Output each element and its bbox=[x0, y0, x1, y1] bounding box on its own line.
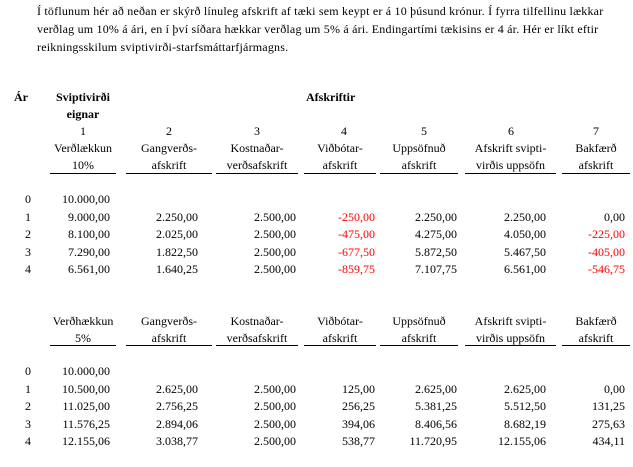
table-cell: 11.576,25 bbox=[62, 416, 110, 431]
table-cell: 4.275,00 bbox=[415, 227, 457, 241]
column-header-line2: afskrift bbox=[151, 158, 187, 172]
header-underline bbox=[380, 173, 458, 174]
table-cell: 2.500,00 bbox=[254, 381, 296, 396]
table-cell: 2.250,00 bbox=[156, 209, 198, 224]
column-header-line2: verðsafskrift bbox=[226, 158, 288, 172]
column-header-line1: Kostnaðar- bbox=[230, 314, 284, 328]
table-cell: 2.500,00 bbox=[254, 262, 296, 276]
row-year: 2 bbox=[25, 399, 31, 413]
header-underline bbox=[304, 345, 376, 346]
row-year: 4 bbox=[25, 434, 31, 448]
table-cell: 4.050,00 bbox=[504, 227, 546, 241]
column-header-line2: afskrift bbox=[578, 158, 614, 172]
column-header-line2: afskrift bbox=[151, 331, 187, 345]
table-cell: 2.625,00 bbox=[156, 381, 198, 396]
table-cell: 10.000,00 bbox=[62, 192, 110, 206]
table-cell: 2.500,00 bbox=[254, 434, 296, 448]
row-year: 4 bbox=[25, 262, 31, 276]
table-cell: -859,75 bbox=[338, 262, 375, 276]
header-underline bbox=[216, 345, 298, 346]
row-year: 2 bbox=[25, 227, 31, 241]
value-header-line1: Sviptivirði bbox=[55, 90, 110, 104]
table-cell: -475,00 bbox=[338, 227, 375, 241]
table-cell: 2.894,06 bbox=[156, 416, 198, 431]
header-underline bbox=[465, 173, 556, 174]
column-header-line1: Viðbótar- bbox=[317, 314, 363, 328]
column-header-line1: Bakfærð bbox=[575, 141, 617, 155]
column-header-line2: afskrift bbox=[401, 158, 437, 172]
table-cell: -405,00 bbox=[588, 244, 625, 259]
table-cell: 1.640,25 bbox=[156, 262, 198, 276]
column-number: 2 bbox=[166, 124, 172, 138]
table-cell: 7.107,75 bbox=[415, 262, 457, 276]
table-cell: 394,06 bbox=[342, 416, 375, 431]
table-cell: 11.025,00 bbox=[62, 399, 110, 413]
header-underline bbox=[126, 173, 212, 174]
col1-header-line2: 10% bbox=[72, 158, 94, 172]
row-year: 3 bbox=[25, 416, 31, 431]
column-header-line1: Kostnaðar- bbox=[230, 141, 284, 155]
table-cell: 3.038,77 bbox=[156, 434, 198, 448]
table-cell: 538,77 bbox=[342, 434, 375, 448]
column-header-line1: Afskrift svipti- bbox=[474, 314, 547, 328]
column-number: 3 bbox=[254, 124, 260, 138]
table-cell: 434,11 bbox=[592, 434, 625, 448]
table-cell: 7.290,00 bbox=[68, 244, 110, 259]
header-underline bbox=[562, 345, 630, 346]
column-number: 7 bbox=[593, 124, 599, 138]
table-cell: 2.500,00 bbox=[254, 227, 296, 241]
table-cell: 2.625,00 bbox=[504, 381, 546, 396]
table-cell: 2.500,00 bbox=[254, 209, 296, 224]
column-header-line1: Gangverðs- bbox=[141, 314, 197, 328]
table-cell: -225,00 bbox=[588, 227, 625, 241]
col1-header-line1: Verðlækkun bbox=[54, 141, 112, 155]
table-cell: 2.250,00 bbox=[415, 209, 457, 224]
column-header-line2: virðis uppsöfn bbox=[476, 331, 545, 345]
row-year: 0 bbox=[25, 364, 31, 378]
column-number: 5 bbox=[421, 124, 427, 138]
table-cell: 2.250,00 bbox=[504, 209, 546, 224]
table-cell: 10.000,00 bbox=[62, 364, 110, 378]
col1-header-line2: 5% bbox=[75, 331, 91, 345]
table-cell: 256,25 bbox=[342, 399, 375, 413]
table-cell: 2.025,00 bbox=[156, 227, 198, 241]
table-cell: -546,75 bbox=[588, 262, 625, 276]
header-underline bbox=[50, 173, 116, 174]
row-year: 1 bbox=[25, 209, 31, 224]
table-cell: 131,25 bbox=[592, 399, 625, 413]
table-cell: 5.872,50 bbox=[415, 244, 457, 259]
depreciation-header: Afskriftir bbox=[306, 90, 356, 104]
table-cell: 12.155,06 bbox=[498, 434, 546, 448]
column-header-line2: afskrift bbox=[401, 331, 437, 345]
table-cell: 12.155,06 bbox=[62, 434, 110, 448]
column-header-line1: Gangverðs- bbox=[141, 141, 197, 155]
table-cell: 2.500,00 bbox=[254, 399, 296, 413]
intro-paragraph: Í töflunum hér að neðan er skýrð línuleg afskrift af tæki sem keypt er á 10 þúsund krónur. Í fyrra tilfellinu lækkar verðlag um 10% á ári, en í því síðara hækkar verðlag um 5% á ári. Endingartími tækisins er 4 ár. Hér er líkt eftir reikningsskilum sviptivirði-starfsmáttarfjármagns. bbox=[37, 4, 604, 54]
column-header-line2: virðis uppsöfn bbox=[476, 158, 545, 172]
value-header-line2: eignar bbox=[66, 107, 100, 121]
table-cell: 6.561,00 bbox=[504, 262, 546, 276]
column-header-line2: afskrift bbox=[322, 331, 358, 345]
header-underline bbox=[562, 173, 630, 174]
column-header-line1: Bakfærð bbox=[575, 314, 617, 328]
header-underline bbox=[50, 345, 116, 346]
table-cell: 125,00 bbox=[342, 381, 375, 396]
table-cell: -677,50 bbox=[338, 244, 375, 259]
table-cell: 11.720,95 bbox=[409, 434, 457, 448]
table-cell: 5.381,25 bbox=[415, 399, 457, 413]
column-number: 1 bbox=[80, 124, 86, 138]
header-underline bbox=[304, 173, 376, 174]
table-cell: 2.756,25 bbox=[156, 399, 198, 413]
column-number: 6 bbox=[508, 124, 514, 138]
table-cell: 2.625,00 bbox=[415, 381, 457, 396]
column-header-line2: afskrift bbox=[578, 331, 614, 345]
table-cell: 0,00 bbox=[604, 209, 625, 224]
column-header-line1: Uppsöfnuð bbox=[392, 141, 446, 155]
table-cell: 8.406,56 bbox=[415, 416, 457, 431]
table-cell: 275,63 bbox=[592, 416, 625, 431]
year-header: Ár bbox=[14, 90, 28, 104]
table-cell: 2.500,00 bbox=[254, 244, 296, 259]
table-cell: 6.561,00 bbox=[68, 262, 110, 276]
table-cell: 10.500,00 bbox=[62, 381, 110, 396]
table-cell: 8.100,00 bbox=[68, 227, 110, 241]
table-cell: 2.500,00 bbox=[254, 416, 296, 431]
column-header-line1: Afskrift svipti- bbox=[474, 141, 547, 155]
header-underline bbox=[216, 173, 298, 174]
row-year: 0 bbox=[25, 192, 31, 206]
table-cell: 5.467,50 bbox=[504, 244, 546, 259]
column-number: 4 bbox=[341, 124, 347, 138]
table-cell: 5.512,50 bbox=[504, 399, 546, 413]
header-underline bbox=[465, 345, 556, 346]
table-cell: 0,00 bbox=[604, 381, 625, 396]
table-cell: 1.822,50 bbox=[156, 244, 198, 259]
column-header-line2: afskrift bbox=[322, 158, 358, 172]
table-cell: 8.682,19 bbox=[504, 416, 546, 431]
table-cell: 9.000,00 bbox=[68, 209, 110, 224]
row-year: 3 bbox=[25, 244, 31, 259]
column-header-line1: Uppsöfnuð bbox=[392, 314, 446, 328]
col1-header-line1: Verðhækkun bbox=[52, 314, 114, 328]
row-year: 1 bbox=[25, 381, 31, 396]
header-underline bbox=[380, 345, 458, 346]
column-header-line1: Viðbótar- bbox=[317, 141, 363, 155]
column-header-line2: verðsafskrift bbox=[226, 331, 288, 345]
table-cell: -250,00 bbox=[338, 209, 375, 224]
header-underline bbox=[126, 345, 212, 346]
